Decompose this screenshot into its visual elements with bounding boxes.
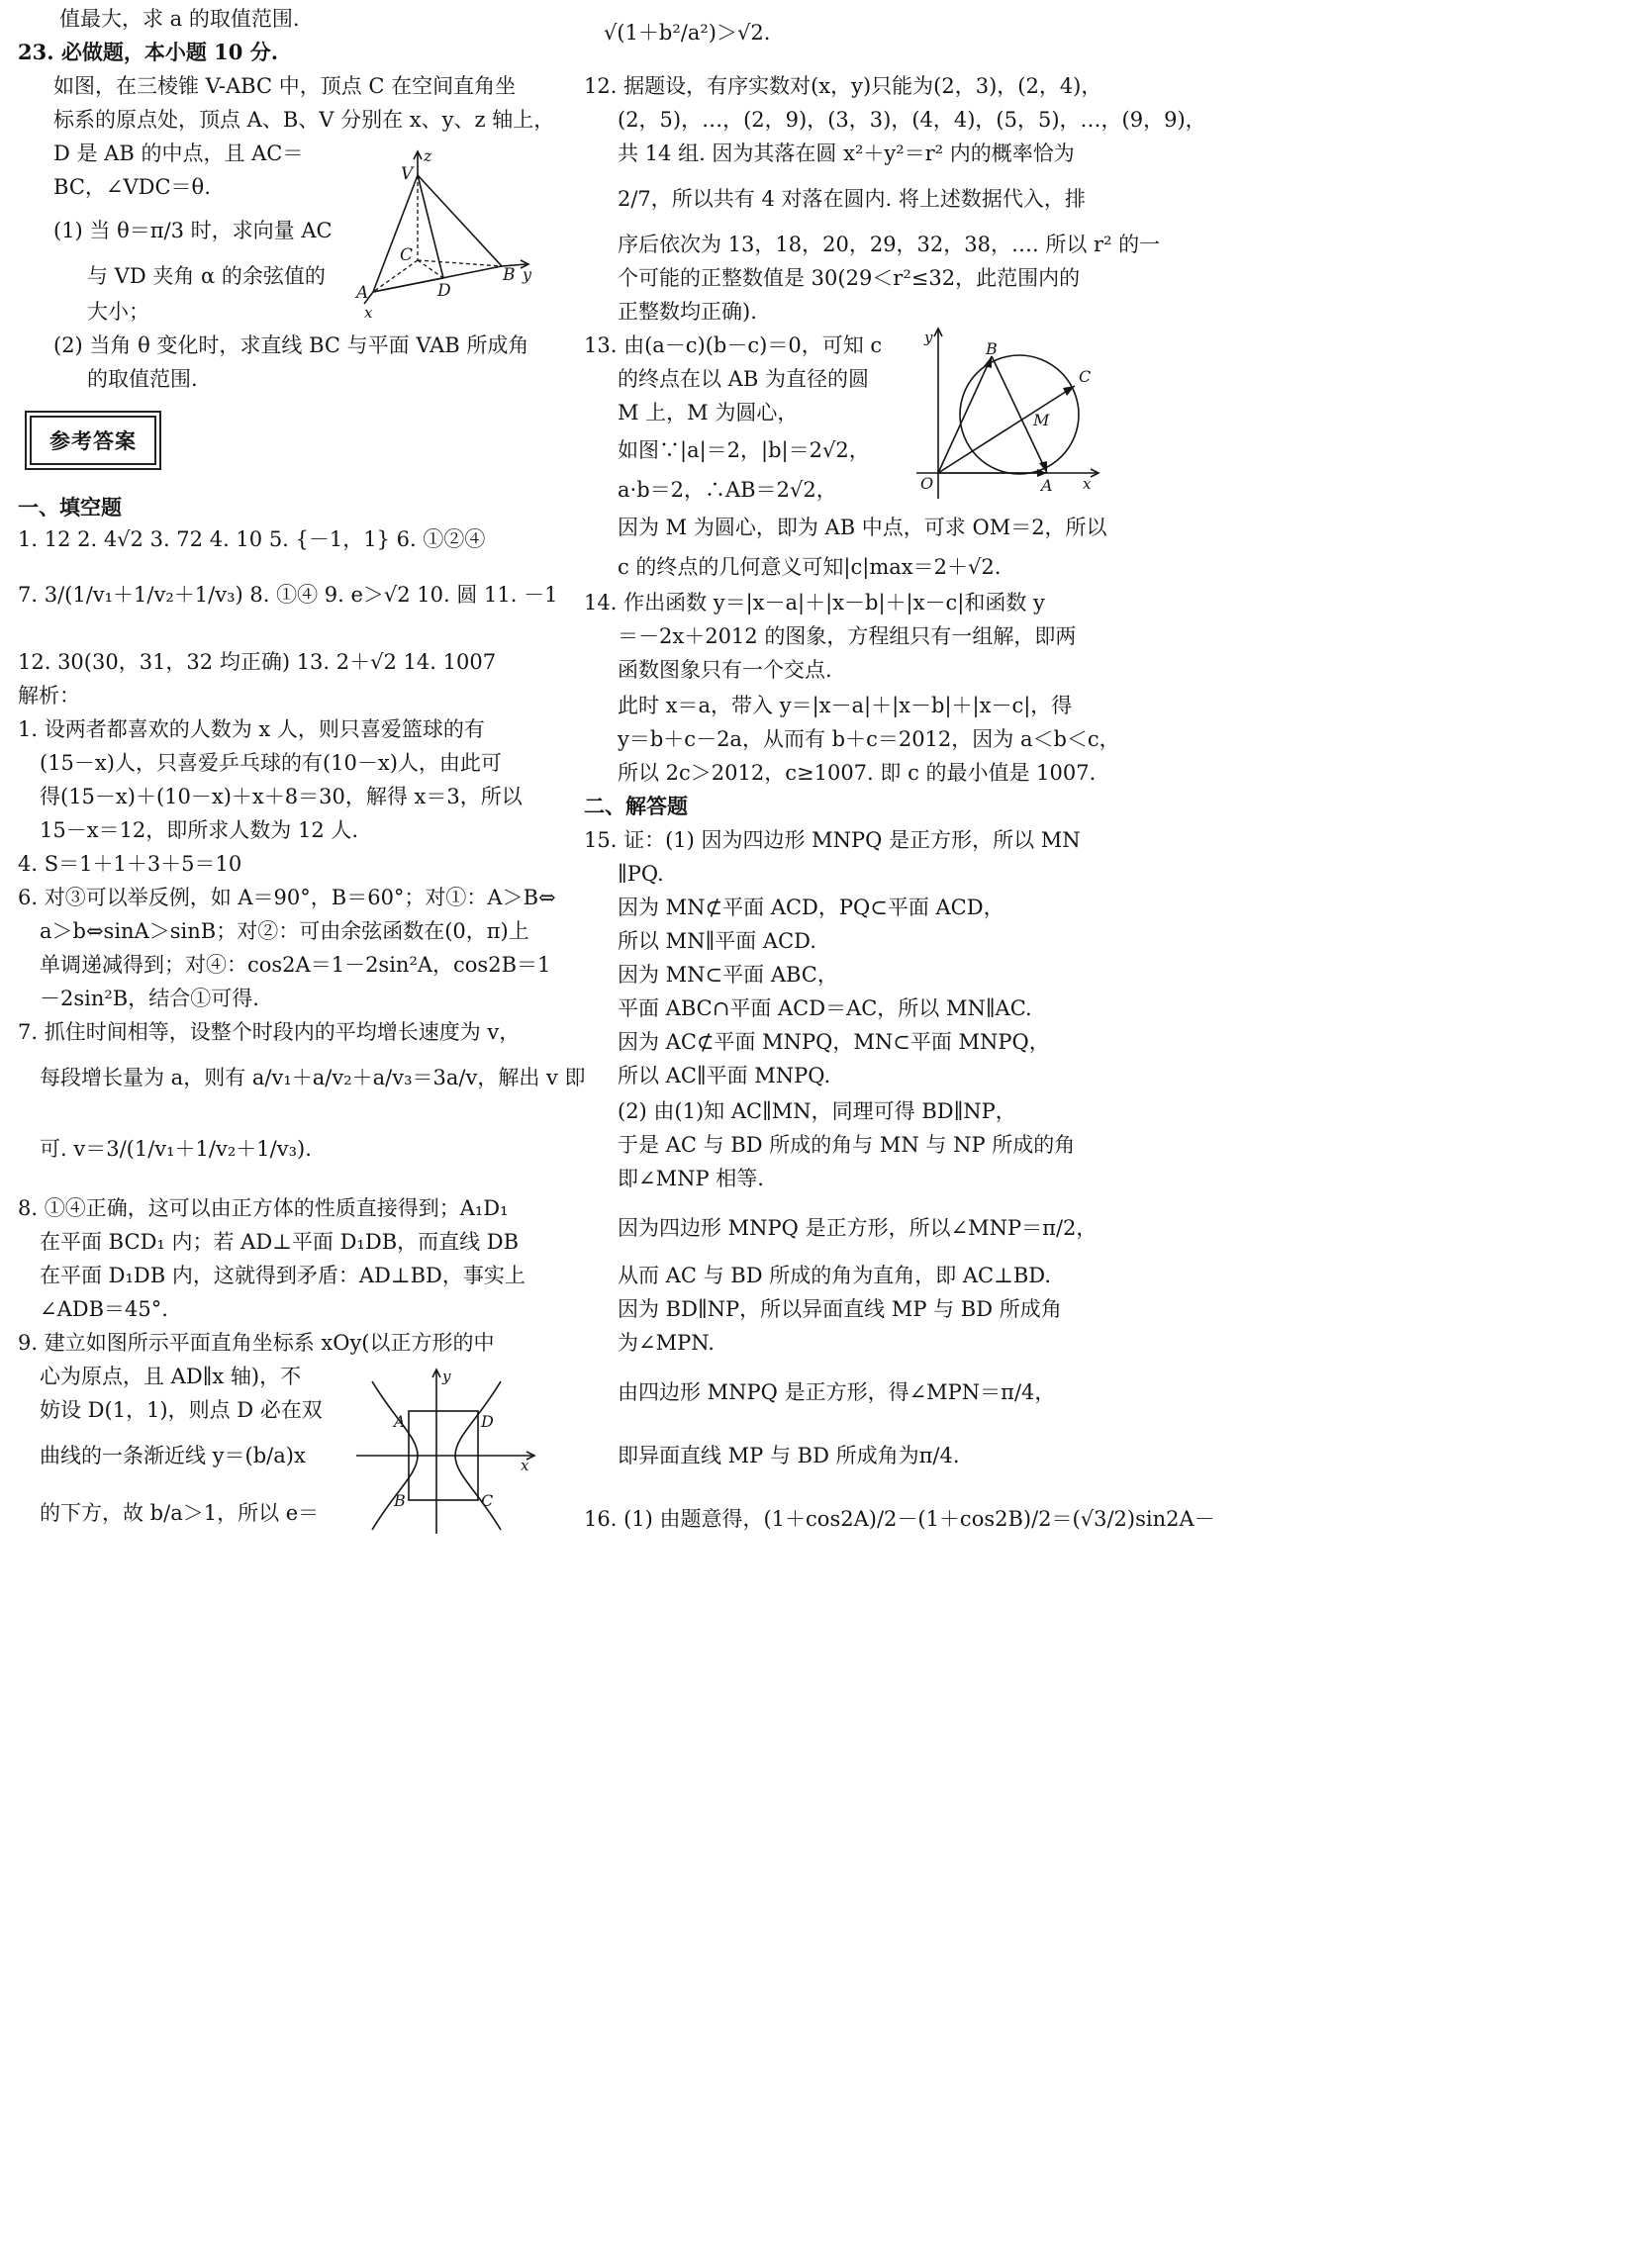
tetrahedron-figure	[348, 143, 546, 322]
text-line: y＝b＋c－2a，从而有 b＋c＝2012，因为 a＜b＜c，	[618, 727, 1120, 751]
text-line: 得(15－x)＋(10－x)＋x＋8＝30，解得 x＝3，所以	[40, 785, 523, 808]
text-line: 6. 对③可以举反例，如 A＝90°，B＝60°；对①：A＞B⇔	[18, 886, 556, 909]
circle-vector-figure	[912, 327, 1106, 503]
fig-label: O	[920, 474, 934, 493]
fig-label: C	[481, 1491, 494, 1510]
text-line: 值最大，求 a 的取值范围.	[59, 7, 300, 31]
hyperbola-square-figure	[352, 1368, 540, 1536]
text-line: 曲线的一条渐近线 y＝(b/a)x	[40, 1444, 306, 1467]
answers-row-1: 1. 12 2. 4√2 3. 72 4. 10 5. {－1，1} 6. ①②④	[18, 527, 486, 551]
fig-label: x	[521, 1457, 529, 1474]
fig-label: z	[424, 146, 432, 165]
text-line: 每段增长量为 a，则有 a/v₁＋a/v₂＋a/v₃＝3a/v，解出 v 即	[40, 1066, 586, 1089]
text-line: 心为原点，且 AD∥x 轴)，不	[40, 1365, 302, 1388]
fig-label: y	[523, 265, 532, 284]
text-line: √(1＋b²/a²)＞√2.	[604, 21, 771, 45]
text-line: 序后依次为 13，18，20，29，32，38，…. 所以 r² 的一	[618, 233, 1161, 256]
text-line: 2/7，所以共有 4 对落在圆内. 将上述数据代入，排	[618, 187, 1086, 211]
answers-row-2: 7. 3/(1/v₁＋1/v₂＋1/v₃) 8. ①④ 9. e＞√2 10. 圆 11. －1	[18, 583, 558, 607]
text-line: c 的终点的几何意义可知|c|max＝2＋√2.	[618, 555, 1002, 579]
text-line: 即∠MNP 相等.	[618, 1167, 764, 1190]
text-line: (15－x)人，只喜爱乒乓球的有(10－x)人，由此可	[40, 751, 502, 775]
text-line: 在平面 D₁DB 内，这就得到矛盾：AD⊥BD，事实上	[40, 1264, 526, 1287]
analysis-heading: 解析：	[18, 684, 80, 708]
text-line: 因为 MN⊄平面 ACD，PQ⊂平面 ACD，	[618, 896, 1004, 919]
text-line: 标系的原点处，顶点 A、B、V 分别在 x、y、z 轴上，	[53, 108, 555, 132]
text-line: 的终点在以 AB 为直径的圆	[618, 367, 869, 391]
text-line: 妨设 D(1，1)，则点 D 必在双	[40, 1398, 323, 1422]
section-solution-heading: 二、解答题	[584, 794, 688, 818]
text-line: 的下方，故 b/a＞1，所以 e＝	[40, 1501, 320, 1525]
text-line: 因为 BD∥NP，所以异面直线 MP 与 BD 所成角	[618, 1297, 1062, 1321]
text-line: (2) 由(1)知 AC∥MN，同理可得 BD∥NP，	[618, 1099, 1016, 1123]
text-line: 15. 证：(1) 因为四边形 MNPQ 是正方形，所以 MN	[584, 828, 1081, 852]
text-line: 1. 设两者都喜欢的人数为 x 人，则只喜爱篮球的有	[18, 717, 485, 741]
fig-label: A	[356, 283, 369, 303]
text-line: 为∠MPN.	[618, 1331, 715, 1355]
text-line: 个可能的正整数值是 30(29＜r²≤32，此范围内的	[618, 266, 1081, 290]
fig-label: D	[437, 281, 451, 301]
text-line: 从而 AC 与 BD 所成的角为直角，即 AC⊥BD.	[618, 1264, 1052, 1287]
fig-label: M	[1033, 411, 1050, 429]
text-line: －2sin²B，结合①可得.	[40, 987, 259, 1010]
text-line: 函数图象只有一个交点.	[618, 658, 832, 682]
text-line: M 上，M 为圆心，	[618, 401, 799, 425]
fig-label: C	[400, 245, 414, 265]
fig-label: D	[481, 1412, 494, 1431]
fig-label: C	[1079, 367, 1092, 386]
fig-label: B	[503, 265, 516, 285]
text-line: 与 VD 夹角 α 的余弦值的	[87, 264, 326, 288]
fig-label: A	[1041, 476, 1053, 495]
text-line: BC，∠VDC＝θ.	[53, 175, 211, 199]
text-line: ＝－2x＋2012 的图象，方程组只有一组解，即两	[618, 624, 1077, 648]
fig-label: x	[1083, 475, 1092, 493]
text-line: 9. 建立如图所示平面直角坐标系 xOy(以正方形的中	[18, 1331, 495, 1355]
text-line: 平面 ABC∩平面 ACD＝AC，所以 MN∥AC.	[618, 996, 1032, 1020]
fig-label: B	[986, 339, 998, 358]
text-line: 即异面直线 MP 与 BD 所成角为π/4.	[618, 1444, 960, 1467]
text-line: 的取值范围.	[87, 367, 198, 391]
text-line: 于是 AC 与 BD 所成的角与 MN 与 NP 所成的角	[618, 1133, 1076, 1157]
text-line: 由四边形 MNPQ 是正方形，得∠MPN＝π/4，	[618, 1380, 1056, 1404]
text-line: a·b＝2，∴AB＝2√2，	[618, 478, 837, 502]
text-line: 14. 作出函数 y＝|x－a|＋|x－b|＋|x－c|和函数 y	[584, 591, 1045, 614]
text-line: (2，5)，…，(2，9)，(3，3)，(4，4)，(5，5)，…，(9，9)，	[618, 108, 1206, 132]
text-line: 4. S＝1＋1＋3＋5＝10	[18, 852, 242, 876]
text-line: (1) 当 θ＝π/3 时，求向量 AC	[53, 219, 333, 242]
text-line: 因为 AC⊄平面 MNPQ，MN⊂平面 MNPQ，	[618, 1030, 1050, 1054]
text-line: 15－x＝12，即所求人数为 12 人.	[40, 818, 359, 842]
text-line: 13. 由(a－c)(b－c)＝0，可知 c	[584, 333, 883, 357]
problem-23-heading: 23. 必做题，本小题 10 分.	[18, 40, 279, 64]
answers-row-3: 12. 30(30，31，32 均正确) 13. 2＋√2 14. 1007	[18, 650, 497, 674]
text-line: 所以 MN∥平面 ACD.	[618, 929, 816, 953]
text-line: 8. ①④正确，这可以由正方体的性质直接得到；A₁D₁	[18, 1196, 509, 1220]
text-line: D 是 AB 的中点，且 AC＝	[53, 142, 304, 165]
fig-label: A	[394, 1412, 406, 1431]
text-line: 单调递减得到；对④：cos2A＝1－2sin²A，cos2B＝1	[40, 953, 551, 977]
fig-label: B	[394, 1491, 406, 1510]
fig-label: y	[924, 329, 933, 346]
text-line: ∥PQ.	[618, 862, 664, 886]
fig-label: x	[364, 304, 373, 322]
text-line: ∠ADB＝45°.	[40, 1297, 168, 1321]
reference-answer-banner: 参考答案	[30, 416, 156, 465]
text-line: 所以 2c＞2012，c≥1007. 即 c 的最小值是 1007.	[618, 761, 1097, 785]
text-line: 7. 抓住时间相等，设整个时段内的平均增长速度为 v，	[18, 1020, 521, 1044]
text-line: 如图∵|a|＝2，|b|＝2√2，	[618, 438, 870, 462]
section-fill-blank-heading: 一、填空题	[18, 495, 122, 520]
text-line: 在平面 BCD₁ 内；若 AD⊥平面 D₁DB，而直线 DB	[40, 1230, 520, 1254]
text-line: 此时 x＝a，带入 y＝|x－a|＋|x－b|＋|x－c|，得	[618, 694, 1073, 717]
text-line: 因为 MN⊂平面 ABC，	[618, 963, 838, 987]
text-line: (2) 当角 θ 变化时，求直线 BC 与平面 VAB 所成角	[53, 333, 529, 357]
fig-label: V	[401, 164, 414, 184]
text-line: 因为四边形 MNPQ 是正方形，所以∠MNP＝π/2，	[618, 1216, 1098, 1240]
text-line: 因为 M 为圆心，即为 AB 中点，可求 OM＝2，所以	[618, 516, 1107, 539]
text-line: 如图，在三棱锥 V-ABC 中，顶点 C 在空间直角坐	[53, 74, 517, 98]
fig-label: y	[442, 1368, 451, 1385]
text-line: 大小；	[87, 300, 149, 324]
text-line: 所以 AC∥平面 MNPQ.	[618, 1064, 831, 1087]
text-line: a＞b⇔sinA＞sinB；对②：可由余弦函数在(0，π)上	[40, 919, 529, 943]
text-line: 16. (1) 由题意得，(1＋cos2A)/2－(1＋cos2B)/2＝(√3/2)sin2A－	[584, 1507, 1215, 1531]
text-line: 可. v＝3/(1/v₁＋1/v₂＋1/v₃).	[40, 1137, 312, 1161]
text-line: 共 14 组. 因为其落在圆 x²＋y²＝r² 内的概率恰为	[618, 142, 1075, 165]
text-line: 正整数均正确).	[618, 300, 757, 324]
text-line: 12. 据题设，有序实数对(x，y)只能为(2，3)，(2，4)，	[584, 74, 1102, 98]
